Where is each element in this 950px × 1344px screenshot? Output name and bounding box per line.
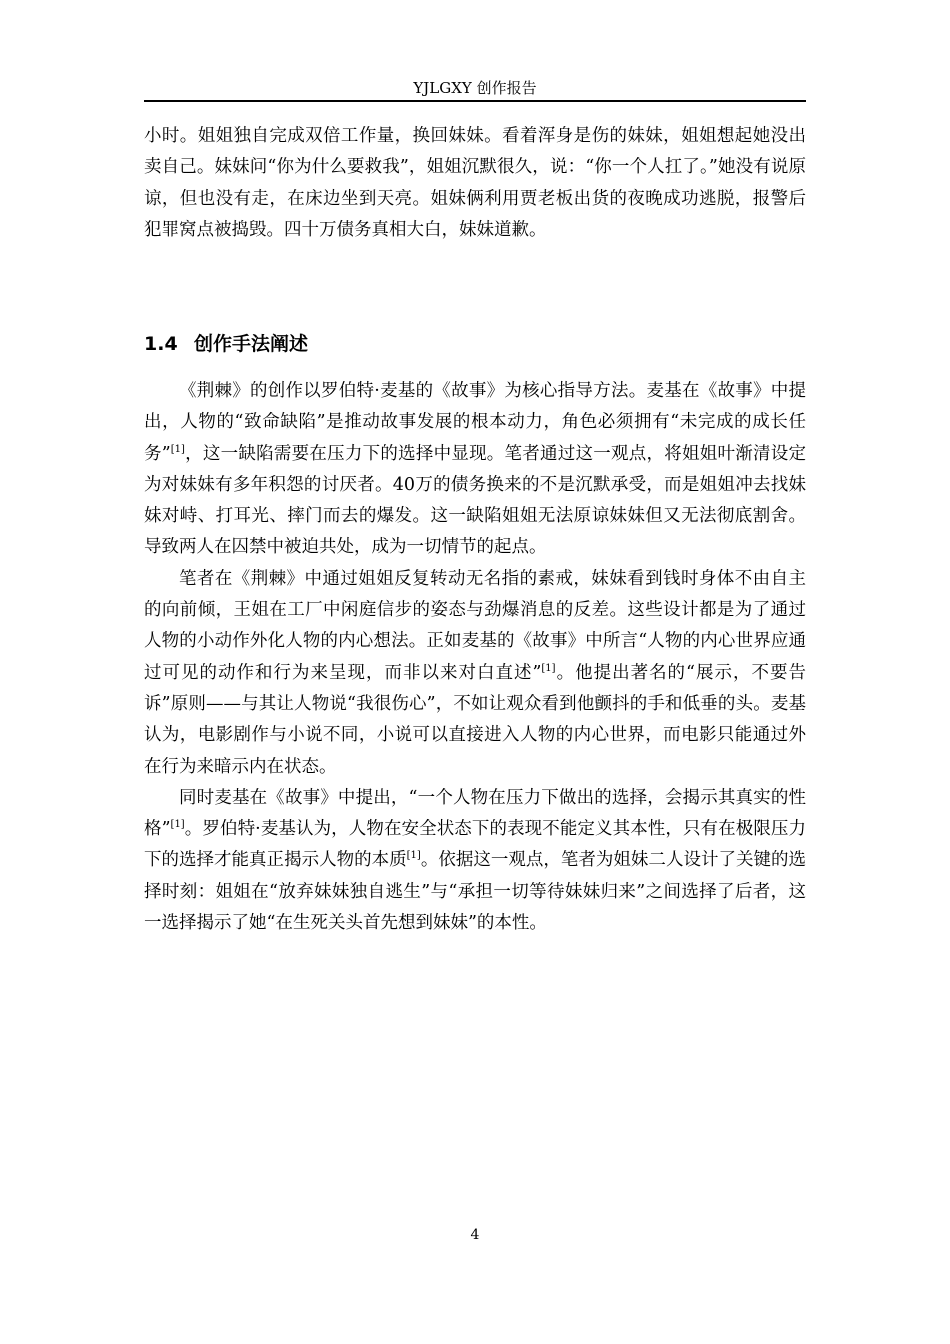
citation-ref: [1] <box>170 819 185 831</box>
citation-ref: [1] <box>406 850 421 862</box>
paragraph-text: 《荆棘》的创作以罗伯特·麦基的《故事》为核心指导方法。麦基在《故事》中提出，人物的“致命缺陷”是推动故事发展的根本动力，角色必须拥有“未完成的成长任务” <box>144 381 806 464</box>
section-body <box>144 376 806 939</box>
citation-ref: [1] <box>541 662 556 674</box>
paragraph-text: 同时麦基在《故事》中提出，“一个人物在压力下做出的选择，会揭示其真实的性格” <box>144 787 806 840</box>
intro-paragraph-block <box>144 121 806 246</box>
body-paragraph-3 <box>144 783 806 939</box>
paragraph-text: 笔者在《荆棘》中通过姐姐反复转动无名指的素戒，妹妹看到钱时身体不由自主的向前倾，王姐在工厂中闲庭信步的姿态与劲爆消息的反差。这些设计都是为了通过人物的小动作外化人物的内心想法。正如麦基的《故事》中所言“人物的内心世界应通过可见的动作和行为来呈现，而非以来对白直述” <box>144 568 806 683</box>
section-number: 1.4 <box>144 333 178 355</box>
page-header: YJLGXY 创作报告 <box>413 79 537 97</box>
paragraph-text: 。罗伯特·麦基认为，人物在安全状态下的表现不能定义其本性，只有在极限压力下的选择才能真正揭示人物的本质 <box>144 819 807 871</box>
body-paragraph-2 <box>144 564 806 783</box>
citation-ref: [1] <box>170 443 185 455</box>
section-heading <box>144 330 806 358</box>
body-paragraph-1 <box>144 376 806 564</box>
paragraph-text: 。依据这一观点，笔者为姐妹二人设计了关键的选择时刻：姐姐在“放弃妹妹独自逃生”与“承担一切等待妹妹归来”之间选择了后者，这一选择揭示了她“在生死关头首先想到妹妹”的本性。 <box>144 850 807 934</box>
section-title: 创作手法阐述 <box>194 333 309 355</box>
page-number: 4 <box>470 1227 480 1243</box>
header-rule <box>144 100 806 102</box>
paragraph-text: 。他提出著名的“展示，不要告诉”原则——与其让人物说“我很伤心”，不如让观众看到他颤抖的手和低垂的头。麦基认为，电影剧作与小说不同，小说可以直接进入人物的内心世界，而电影只能通过外在行为来暗示内在状态。 <box>144 662 806 777</box>
intro-paragraph: 小时。姐姐独自完成双倍工作量，换回妹妹。看着浑身是伤的妹妹，姐姐想起她没出卖自己。妹妹问“你为什么要救我”，姐姐沉默很久，说：“你一个人扛了。”她没有说原谅，但也没有走，在床边坐到天亮。姐妹俩利用贾老板出货的夜晚成功逃脱，报警后犯罪窝点被捣毁。四十万债务真相大白，妹妹道歉。 <box>144 126 806 240</box>
paragraph-text: ，这一缺陷需要在压力下的选择中显现。笔者通过这一观点，将姐姐叶渐清设定为对妹妹有多年积怨的讨厌者。40万的债务换来的不是沉默承受，而是姐姐冲去找妹妹对峙、打耳光、摔门而去的爆发。这一缺陷姐姐无法原谅妹妹但又无法彻底割舍。导致两人在囚禁中被迫共处，成为一切情节的起点。 <box>144 443 807 558</box>
